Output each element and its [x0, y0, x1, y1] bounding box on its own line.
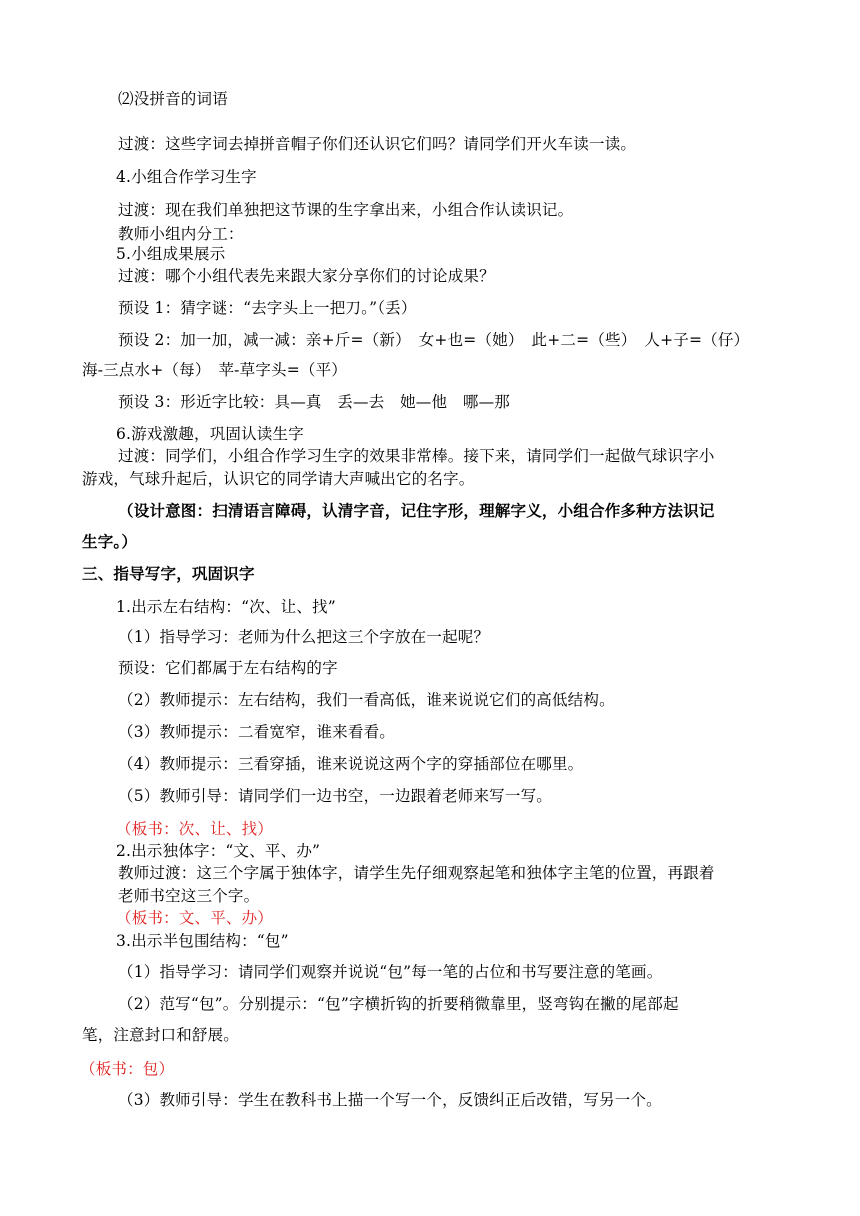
- heading-half-enclosure: 3.出示半包围结构：“包”: [116, 932, 289, 950]
- preset-add-subtract: 预设 2：加一加，减一减：亲+斤=（新） 女+也=（她） 此+二=（些） 人+子=（仔）: [118, 331, 750, 349]
- paragraph-transition-continued: 游戏，气球升起后，认识它的同学请大声喊出它的名字。: [82, 470, 475, 488]
- preset-similar-characters: 预设 3：形近字比较：具—真 丢—去 她—他 哪—那: [118, 393, 510, 411]
- step-teacher-guide: （5）教师引导：请同学们一边书空，一边跟着老师来写一写。: [118, 787, 552, 805]
- step-teacher-guide-practice: （3）教师引导：学生在教科书上描一个写一个，反馈纠正后改错，写另一个。: [118, 1091, 662, 1109]
- heading-single-characters: 2.出示独体字：“文、平、办”: [116, 842, 321, 860]
- step-model-writing-continued: 笔，注意封口和舒展。: [82, 1026, 240, 1044]
- paragraph-transition: 过渡：现在我们单独把这节课的生字拿出来，小组合作认读识记。: [118, 201, 574, 219]
- heading-words-without-pinyin: ⑵没拼音的词语: [118, 90, 228, 108]
- paragraph-teacher-transition-continued: 老师书空这三个字。: [118, 887, 260, 905]
- step-guide-observe: （1）指导学习：请同学们观察并说说“包”每一笔的占位和书写要注意的笔画。: [118, 963, 663, 981]
- paragraph-teacher-division: 教师小组内分工：: [118, 225, 244, 243]
- heading-group-results: 5.小组成果展示: [116, 245, 226, 263]
- paragraph-transition: 过渡：同学们，小组合作学习生字的效果非常棒。接下来，请同学们一起做气球识字小: [118, 447, 715, 465]
- preset-riddle: 预设 1：猜字谜：“去字头上一把刀。”（丢）: [118, 299, 417, 317]
- board-note: （板书：包）: [80, 1060, 175, 1078]
- step-teacher-hint-insert: （4）教师提示：三看穿插，谁来说说这两个字的穿插部位在哪里。: [118, 755, 584, 773]
- design-intent: （设计意图：扫清语言障碍，认清字音，记住字形，理解字义，小组合作多种方法识记: [118, 501, 715, 520]
- paragraph-transition: 过渡：这些字词去掉拼音帽子你们还认识它们吗？请同学们开火车读一读。: [118, 135, 637, 153]
- board-note: （板书：次、让、找）: [116, 820, 274, 838]
- step-teacher-hint-height: （2）教师提示：左右结构，我们一看高低，谁来说说它们的高低结构。: [118, 691, 615, 709]
- step-model-writing: （2）范写“包”。分别提示：“包”字横折钩的折要稍微靠里，竖弯钩在撇的尾部起: [118, 995, 679, 1013]
- step-guide-learning: （1）指导学习：老师为什么把这三个字放在一起呢？: [118, 628, 490, 646]
- heading-group-study: 4.小组合作学习生字: [116, 168, 257, 186]
- heading-balloon-game: 6.游戏激趣，巩固认读生字: [116, 425, 304, 443]
- preset-add-subtract-continued: 海-三点水+（每） 苹-草字头=（平）: [82, 361, 348, 379]
- board-note: （板书：文、平、办）: [116, 909, 274, 927]
- step-teacher-hint-width: （3）教师提示：二看宽窄，谁来看看。: [118, 723, 395, 741]
- heading-left-right-structure: 1.出示左右结构：“次、让、找”: [116, 598, 336, 616]
- section-heading-writing: 三、指导写字，巩固识字: [82, 564, 255, 583]
- paragraph-teacher-transition: 教师过渡：这三个字属于独体字，请学生先仔细观察起笔和独体字主笔的位置，再跟着: [118, 864, 715, 882]
- design-intent-continued: 生字。）: [82, 532, 138, 551]
- paragraph-transition: 过渡：哪个小组代表先来跟大家分享你们的讨论成果？: [118, 267, 495, 285]
- preset-left-right: 预设：它们都属于左右结构的字: [118, 659, 338, 677]
